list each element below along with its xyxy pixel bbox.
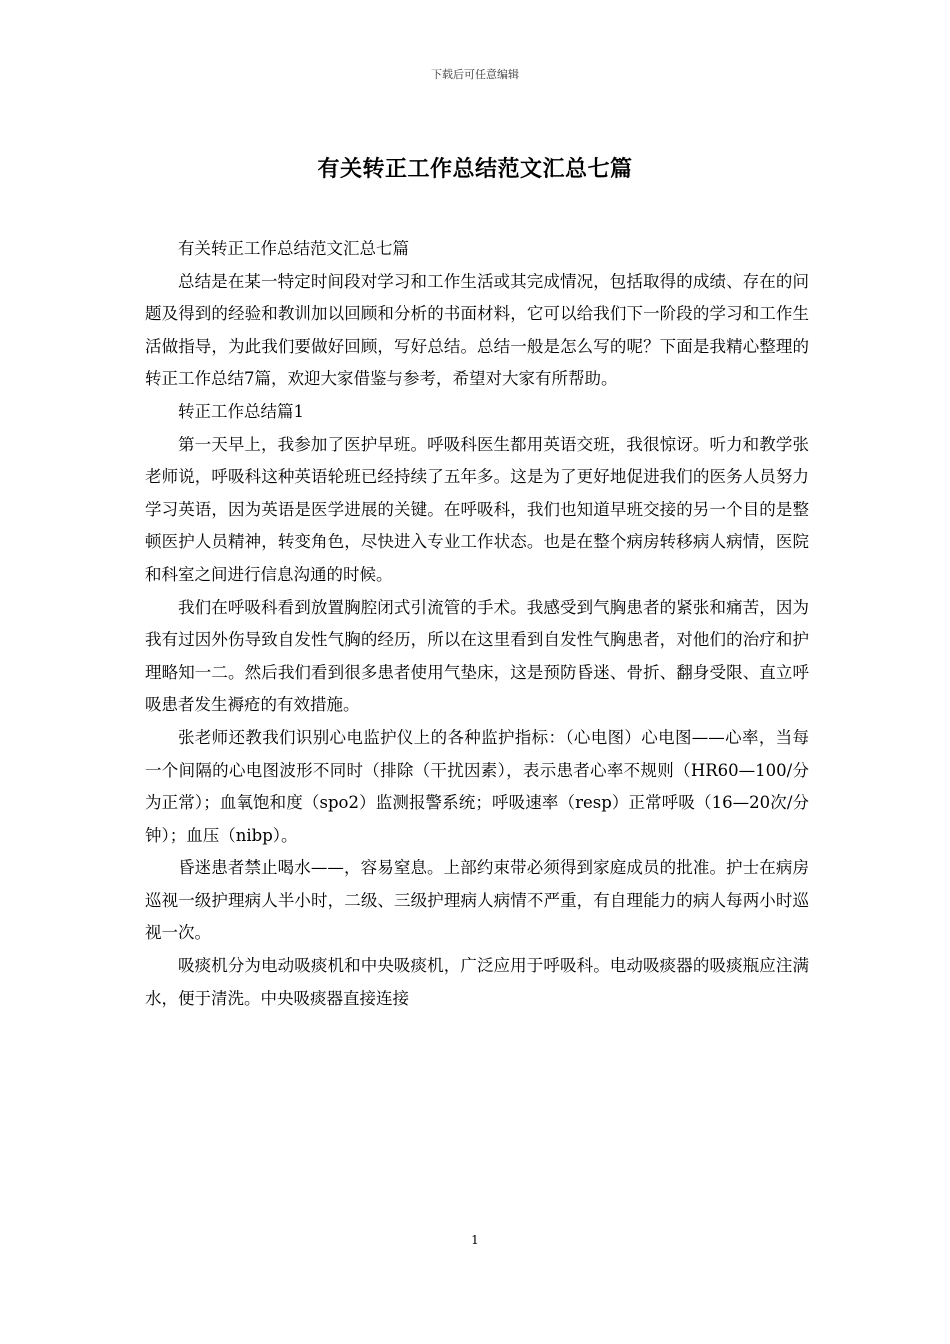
paragraph-body: 第一天早上，我参加了医护早班。呼吸科医生都用英语交班，我很惊讶。听力和教学张老师说，呼吸科这种英语轮班已经持续了五年多。这是为了更好地促进我们的医务人员努力学习英语，因为英语是医学进展的关键。在呼吸科，我们也知道早班交接的另一个目的是整顿医护人员精神，转变角色，尽快进入专业工作状态。也是在整个病房转移病人病情，医院和科室之间进行信息沟通的时候。 bbox=[145, 434, 809, 584]
paragraph-section-heading: 转正工作总结篇1 bbox=[178, 401, 304, 421]
document-body bbox=[145, 233, 809, 1015]
page-header-note: 下载后可任意编辑 bbox=[431, 68, 519, 81]
page-number: 1 bbox=[471, 1233, 479, 1247]
paragraph-body: 吸痰机分为电动吸痰机和中央吸痰机，广泛应用于呼吸科。电动吸痰器的吸痰瓶应注满水，便于清洗。中央吸痰器直接连接 bbox=[145, 956, 809, 1008]
document-title: 有关转正工作总结范文汇总七篇 bbox=[317, 156, 633, 182]
paragraph-subtitle: 有关转正工作总结范文汇总七篇 bbox=[178, 239, 409, 258]
paragraph-body: 昏迷患者禁止喝水——，容易窒息。上部约束带必须得到家庭成员的批准。护士在病房巡视一级护理病人半小时，二级、三级护理病人病情不严重，有自理能力的病人每两小时巡视一次。 bbox=[145, 858, 809, 943]
paragraph-body: 张老师还教我们识别心电监护仪上的各种监护指标：（心电图）心电图——心率，当每一个间隔的心电图波形不同时（排除（干扰因素），表示患者心率不规则（HR60—100/分为正常）；血氧饱和度（spo2）监测报警系统；呼吸速率（resp）正常呼吸（16—20次/分钟）；血压（nibp）。 bbox=[145, 727, 809, 845]
paragraph-intro: 总结是在某一特定时间段对学习和工作生活或其完成情况，包括取得的成绩、存在的问题及得到的经验和教训加以回顾和分析的书面材料，它可以给我们下一阶段的学习和工作生活做指导，为此我们要做好回顾，写好总结。总结一般是怎么写的呢？下面是我精心整理的转正工作总结7篇，欢迎大家借鉴与参考，希望对大家有所帮助。 bbox=[145, 271, 809, 389]
paragraph-body: 我们在呼吸科看到放置胸腔闭式引流管的手术。我感受到气胸患者的紧张和痛苦，因为我有过因外伤导致自发性气胸的经历，所以在这里看到自发性气胸患者，对他们的治疗和护理略知一二。然后我们看到很多患者使用气垫床，这是预防昏迷、骨折、翻身受限、直立呼吸患者发生褥疮的有效措施。 bbox=[145, 597, 809, 715]
